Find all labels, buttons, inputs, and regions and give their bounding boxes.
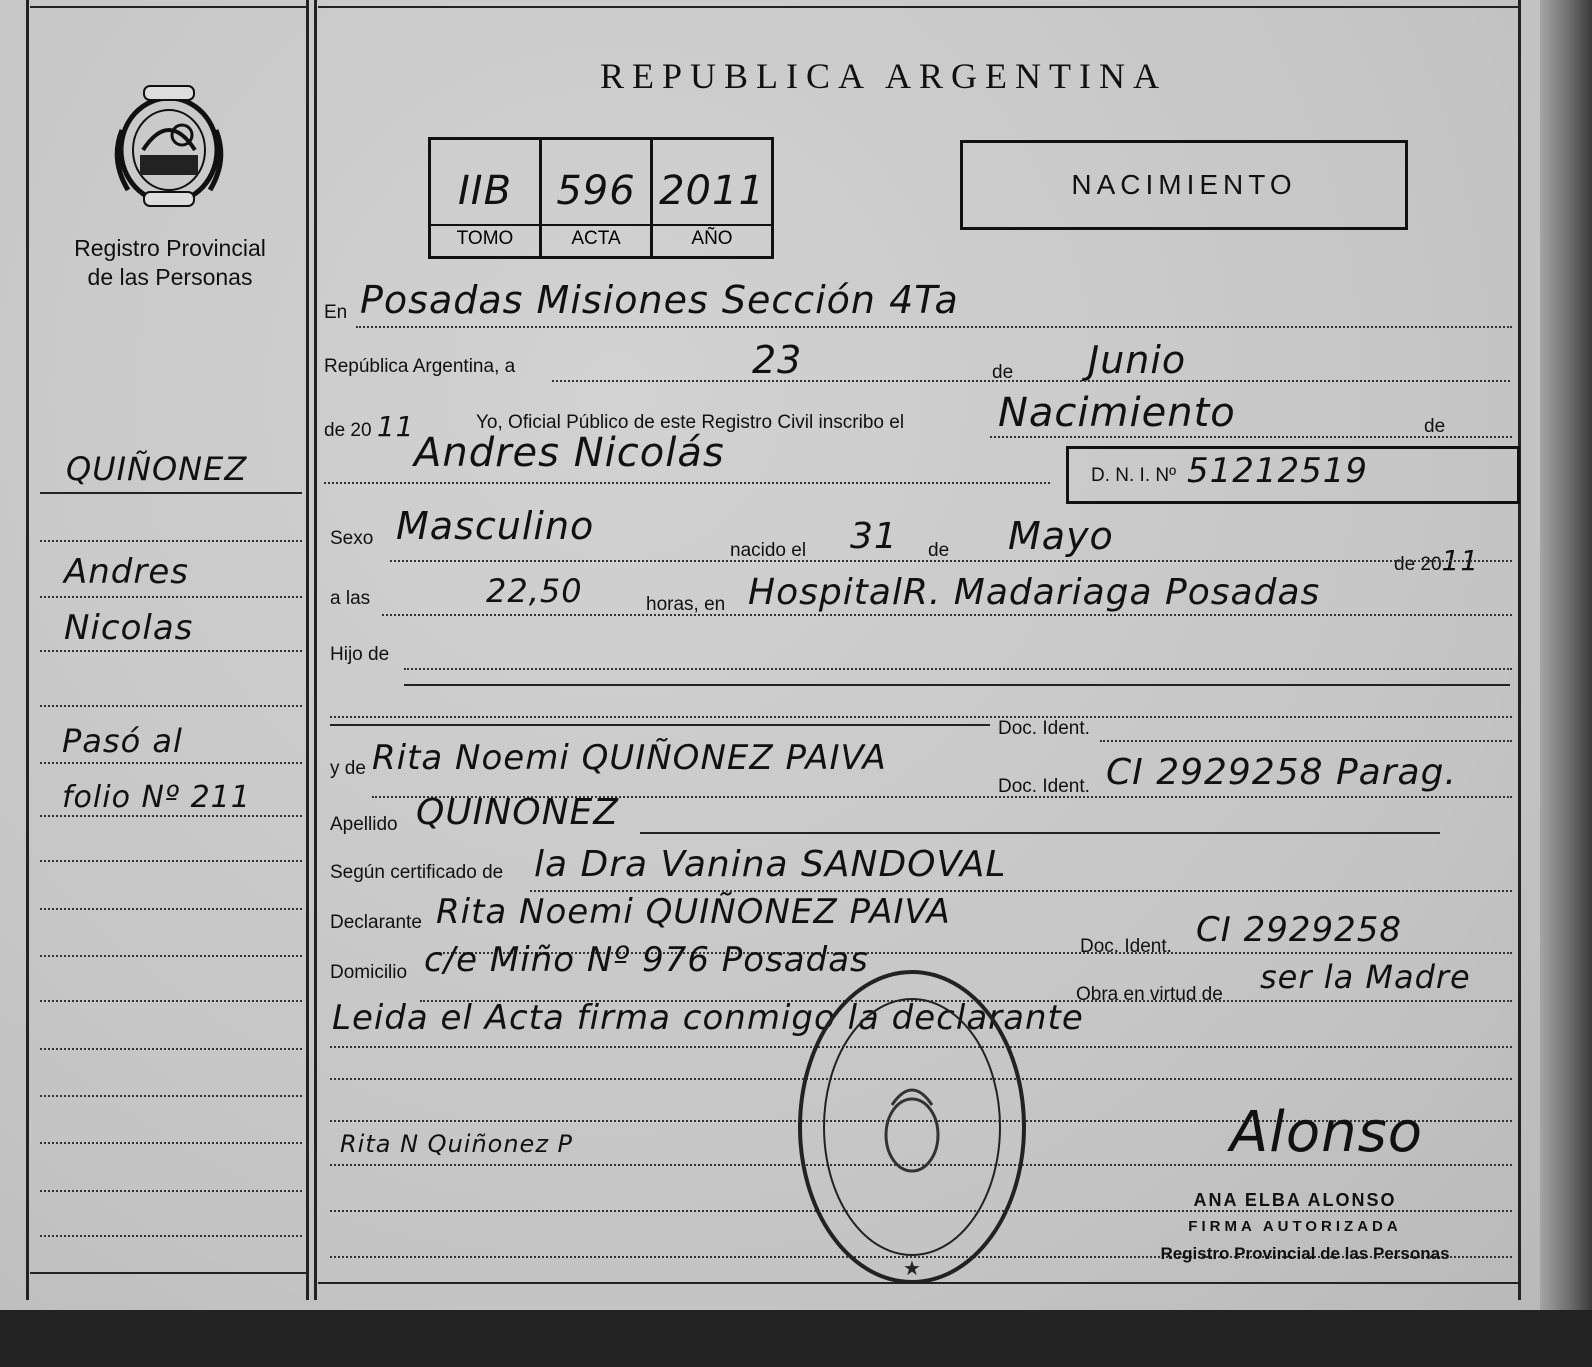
hijo-label: Hijo de [330,644,390,665]
country-title: REPUBLICA ARGENTINA [600,56,1168,96]
anio-cell [653,140,771,256]
apellido-line [640,832,1440,834]
dni-value: 51212519 [1187,451,1369,491]
person-name-line [324,482,1050,484]
dni-label: D. N. I. Nº [1091,465,1177,486]
event-line [990,436,1512,438]
birth-day: 31 [850,516,898,557]
main-top-line [318,6,1518,8]
de-label-3: de [928,540,950,561]
official-org: Registro Provincial de las Personas [1160,1244,1450,1263]
doc-ident-label-3: Doc. Ident. [1080,936,1172,957]
stub-divider [306,0,309,1300]
sexo-line [390,560,1512,562]
declarante-label: Declarante [330,912,422,933]
oficial-text: Yo, Oficial Público de este Registro Civil inscribo el [476,412,905,433]
stub-divider-inner [314,0,317,1300]
mother-name: Rita Noemi QUIÑONEZ PAIVA [372,738,887,778]
svg-text:★: ★ [903,1256,921,1280]
doc-ident-line-1 [1100,740,1512,742]
stub-given-name-1: Andres [64,552,189,592]
registration-box [428,137,774,259]
nacido-label: nacido el [730,540,807,561]
year-prefix [324,410,414,443]
obra-value: ser la Madre [1260,958,1471,996]
doc-ident-label-1: Doc. Ident. [998,718,1090,739]
anio-value: 2011 [659,168,765,214]
acta-value: 596 [556,168,636,214]
page-right-border [1518,0,1521,1300]
year-suffix: 11 [376,410,415,443]
y-de-label: y de [330,758,366,779]
place-value: Posadas Misiones Sección 4Ta [360,278,959,322]
a-las-label: a las [330,588,371,609]
time-place-line [382,614,1512,616]
tomo-cell [431,140,542,256]
republica-label: República Argentina, a [324,356,516,377]
doc-ident-label-2: Doc. Ident. [998,776,1090,797]
scan-bottom-strip [0,1310,1592,1367]
birth-year-prefix-label: de 20 [1394,554,1442,575]
stub-top-line [30,6,306,8]
official-name: ANA ELBA ALONSO [1193,1190,1397,1210]
birth-time: 22,50 [486,572,583,610]
en-label: En [324,302,348,323]
declarante-value: Rita Noemi QUIÑONEZ PAIVA [436,892,951,932]
stub-note-line1: Pasó al [62,722,183,760]
mother-signature: Rita N Quiñonez P [340,1130,574,1158]
apellido-value: QUINONEZ [416,792,619,833]
birth-year-suffix: 11 [1441,544,1480,577]
official-signature: Alonso [1230,1100,1424,1165]
de-label-1: de [992,362,1014,383]
acta-label: ACTA [542,224,650,250]
book-binding-edge [1540,0,1592,1367]
person-name: Andres Nicolás [414,430,725,476]
de-label-2: de [1424,416,1446,437]
month-value: Junio [1088,338,1187,382]
birth-month: Mayo [1008,514,1114,558]
mother-doc: CI 2929258 Parag. [1106,752,1457,793]
stub-left-border [26,0,29,1300]
registry-name-line2: de las Personas [87,264,253,290]
acta-cell [542,140,653,256]
year-prefix-label: de 20 [324,420,372,441]
registry-stamp-icon [792,965,1032,1290]
certificado-value: la Dra Vanina SANDOVAL [534,844,1007,885]
date-line [552,380,1510,382]
certificado-label: Según certificado de [330,862,504,883]
hijo-strike-line-2 [330,724,990,726]
hijo-strike-line-1 [404,684,1510,686]
obra-label: Obra en virtud de [1076,984,1223,1005]
stub-surname: QUIÑONEZ [66,450,248,488]
declarante-doc: CI 2929258 [1196,910,1402,950]
tomo-label: TOMO [431,224,539,250]
domicilio-value: c/e Miño Nº 976 Posadas [424,940,869,980]
stub-given-name-2: Nicolas [64,608,194,648]
registry-name [40,234,300,292]
horas-label: horas, en [646,594,726,615]
stub-note-line2: folio Nº 211 [62,780,251,815]
stub-surname-line [40,492,302,494]
event-value: Nacimiento [998,390,1236,436]
dni-box [1066,446,1520,504]
apellido-label: Apellido [330,814,398,835]
day-value: 23 [752,338,803,382]
registry-name-line1: Registro Provincial [74,235,266,261]
place-line [356,326,1512,328]
hijo-line [404,668,1512,670]
act-type-box: NACIMIENTO [960,140,1408,230]
closing-note: Leida el Acta firma conmigo la declarante [332,998,1084,1038]
domicilio-label: Domicilio [330,962,408,983]
hijo-line-2 [330,716,1512,718]
tomo-value: IIB [457,168,513,214]
sexo-label: Sexo [330,528,374,549]
official-title: FIRMA AUTORIZADA [1188,1218,1402,1235]
birth-place: HospitalR. Madariaga Posadas [748,572,1321,613]
misiones-coat-of-arms-icon [110,80,228,210]
sexo-value: Masculino [396,504,595,548]
anio-label: AÑO [653,224,771,250]
